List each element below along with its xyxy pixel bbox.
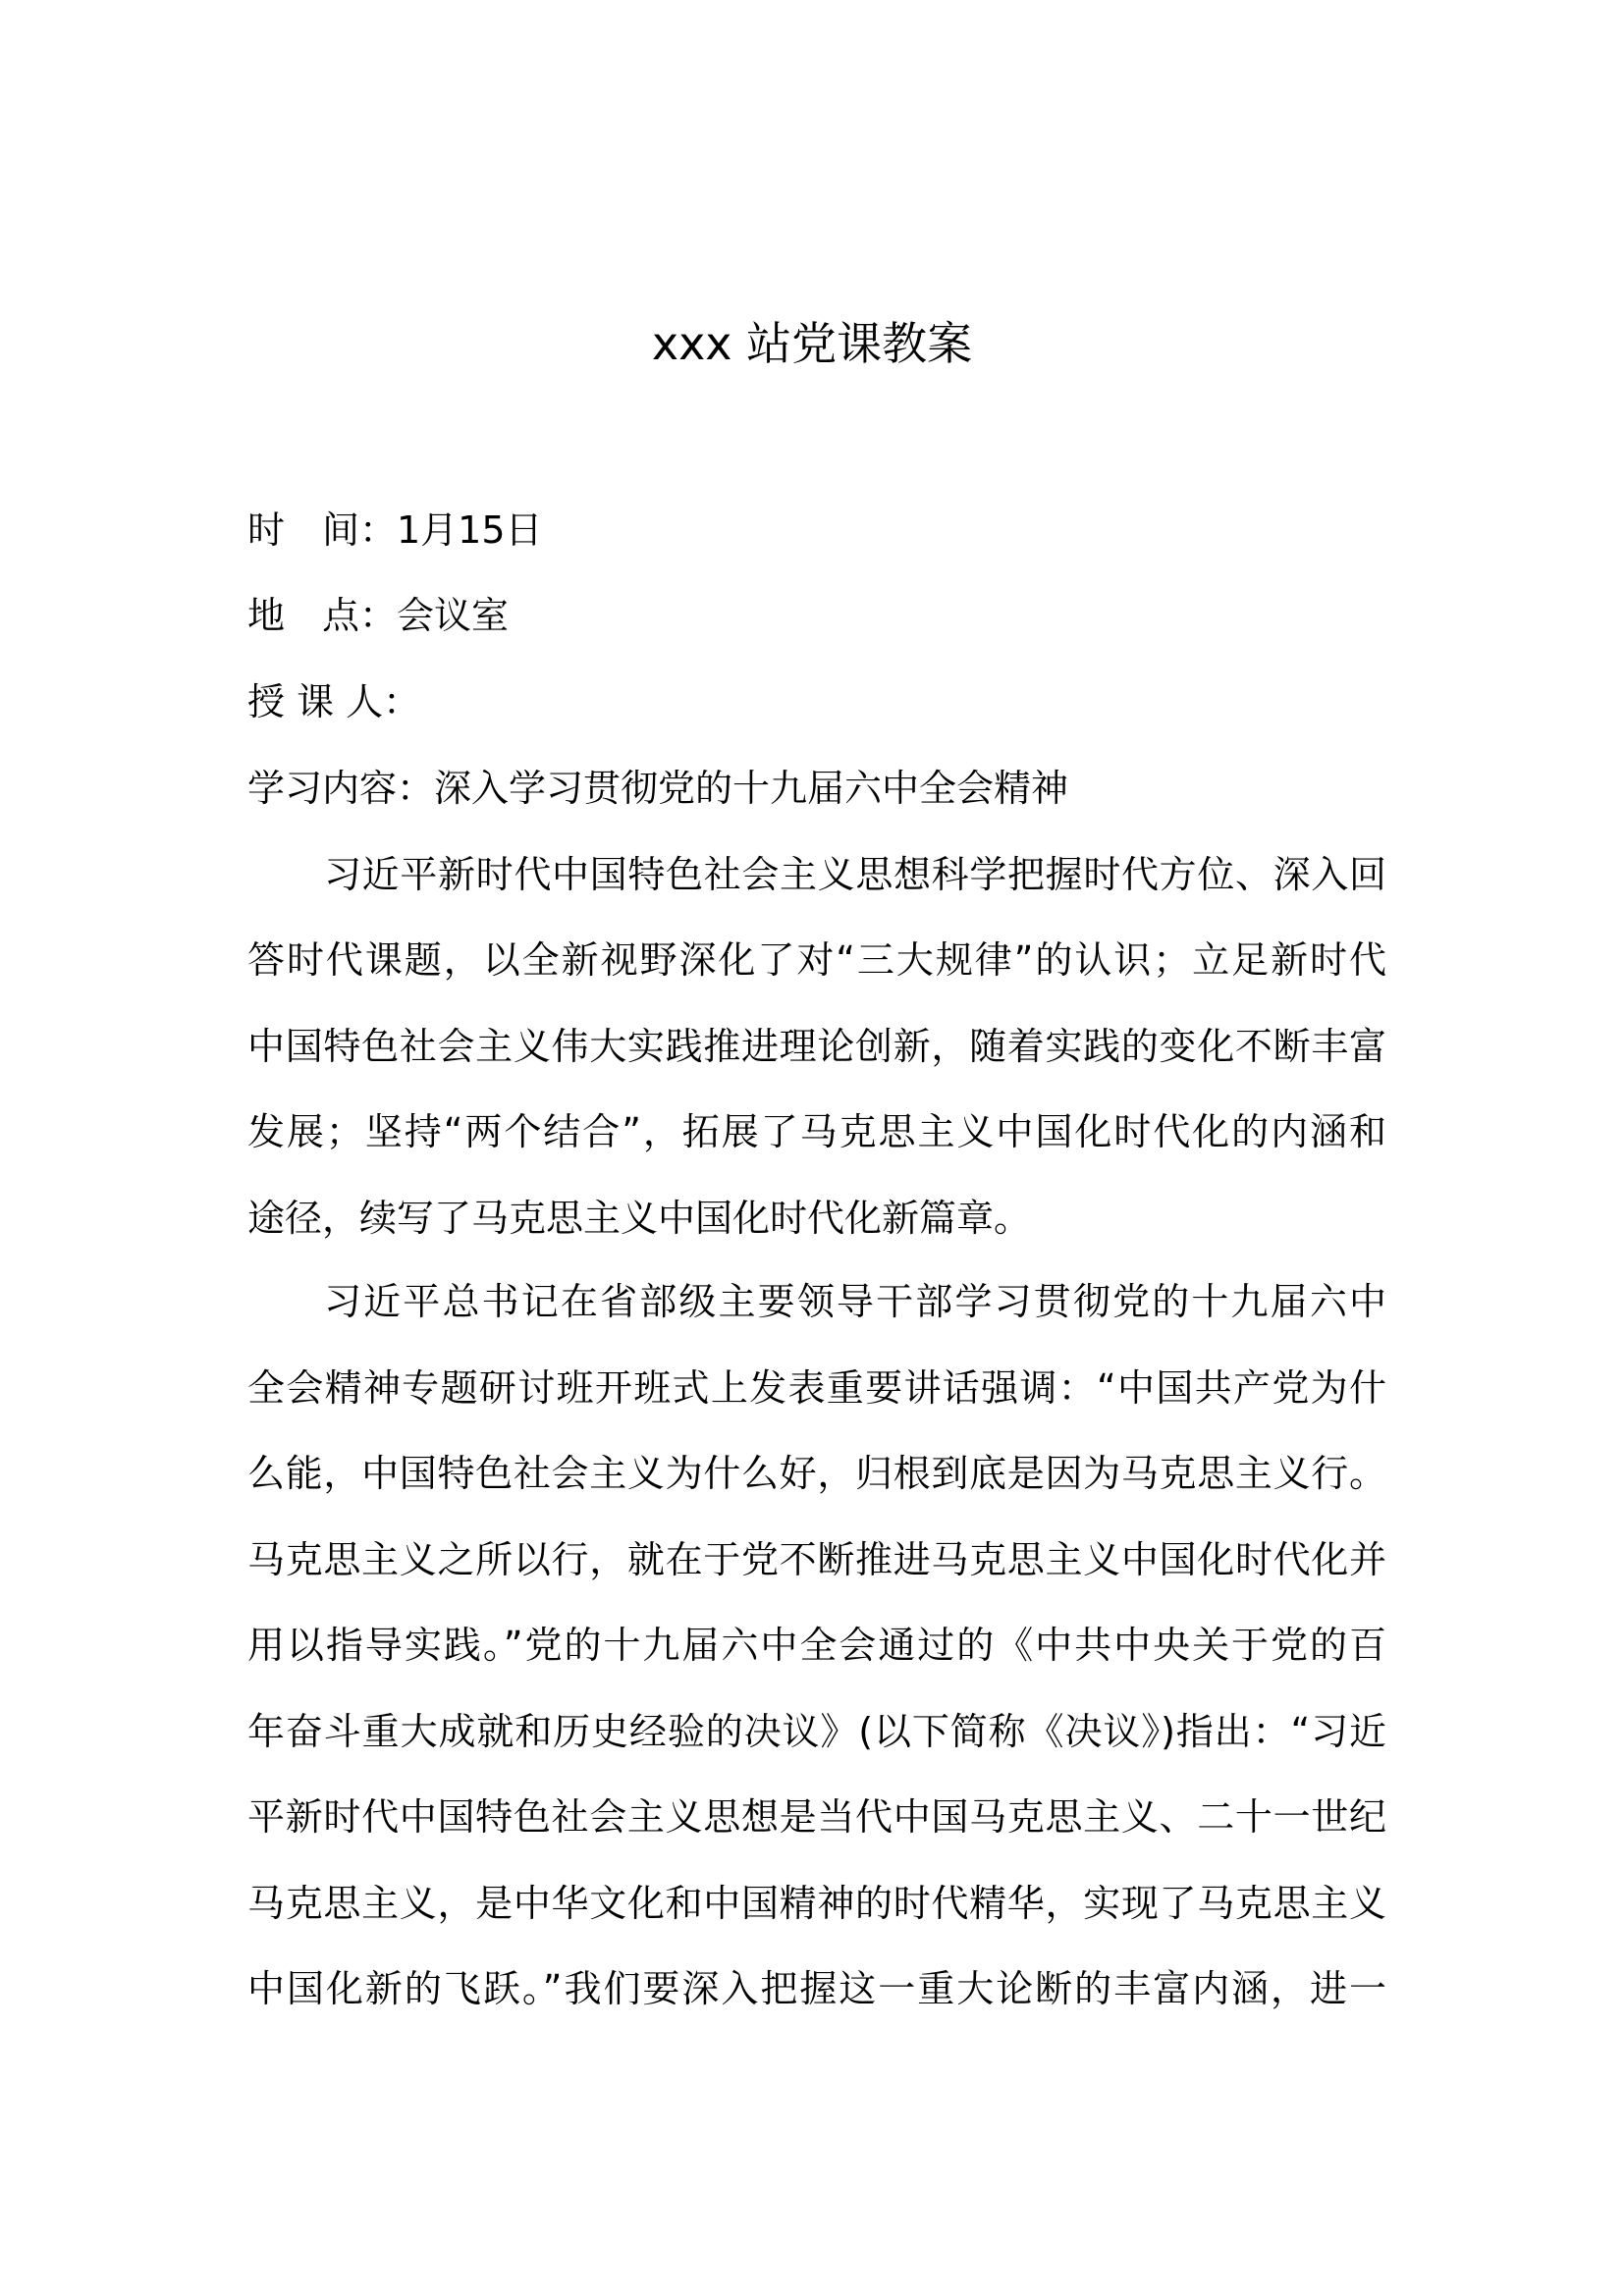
paragraph-line: 习近平总书记在省部级主要领导干部学习贯彻党的十九届六中 bbox=[324, 1280, 1386, 1323]
paragraph-line: 平新时代中国特色社会主义思想是当代中国马克思主义、二十一世纪 bbox=[247, 1795, 1386, 1839]
meta-location: 地 点：会议室 bbox=[247, 594, 510, 637]
paragraph-line: 中国化新的飞跃。”我们要深入把握这一重大论断的丰富内涵，进一 bbox=[247, 1967, 1386, 2010]
paragraph-line: 用以指导实践。”党的十九届六中全会通过的《中共中央关于党的百 bbox=[247, 1624, 1386, 1667]
meta-lecturer: 授 课 人： bbox=[247, 680, 421, 723]
paragraph-line: 发展；坚持“两个结合”，拓展了马克思主义中国化时代化的内涵和 bbox=[247, 1110, 1386, 1153]
meta-content: 学习内容：深入学习贯彻党的十九届六中全会精神 bbox=[247, 767, 1069, 810]
paragraph-line: 习近平新时代中国特色社会主义思想科学把握时代方位、深入回 bbox=[324, 853, 1386, 896]
paragraph-line: 途径，续写了马克思主义中国化时代化新篇章。 bbox=[247, 1197, 1032, 1240]
paragraph-line: 么能，中国特色社会主义为什么好，归根到底是因为马克思主义行。 bbox=[247, 1452, 1386, 1495]
paragraph-line: 马克思主义，是中华文化和中国精神的时代精华，实现了马克思主义 bbox=[247, 1882, 1386, 1925]
paragraph-line: 马克思主义之所以行，就在于党不断推进马克思主义中国化时代化并 bbox=[247, 1538, 1386, 1581]
paragraph-line: 中国特色社会主义伟大实践推进理论创新，随着实践的变化不断丰富 bbox=[247, 1025, 1386, 1068]
meta-time: 时 间：1月15日 bbox=[247, 508, 543, 552]
document-title: xxx 站党课教案 bbox=[651, 317, 973, 370]
paragraph-line: 答时代课题，以全新视野深化了对“三大规律”的认识；立足新时代 bbox=[247, 938, 1386, 982]
paragraph-line: 全会精神专题研讨班开班式上发表重要讲话强调：“中国共产党为什 bbox=[247, 1366, 1386, 1410]
paragraph-line: 年奋斗重大成就和历史经验的决议》(以下简称《决议》)指出：“习近 bbox=[247, 1710, 1386, 1753]
